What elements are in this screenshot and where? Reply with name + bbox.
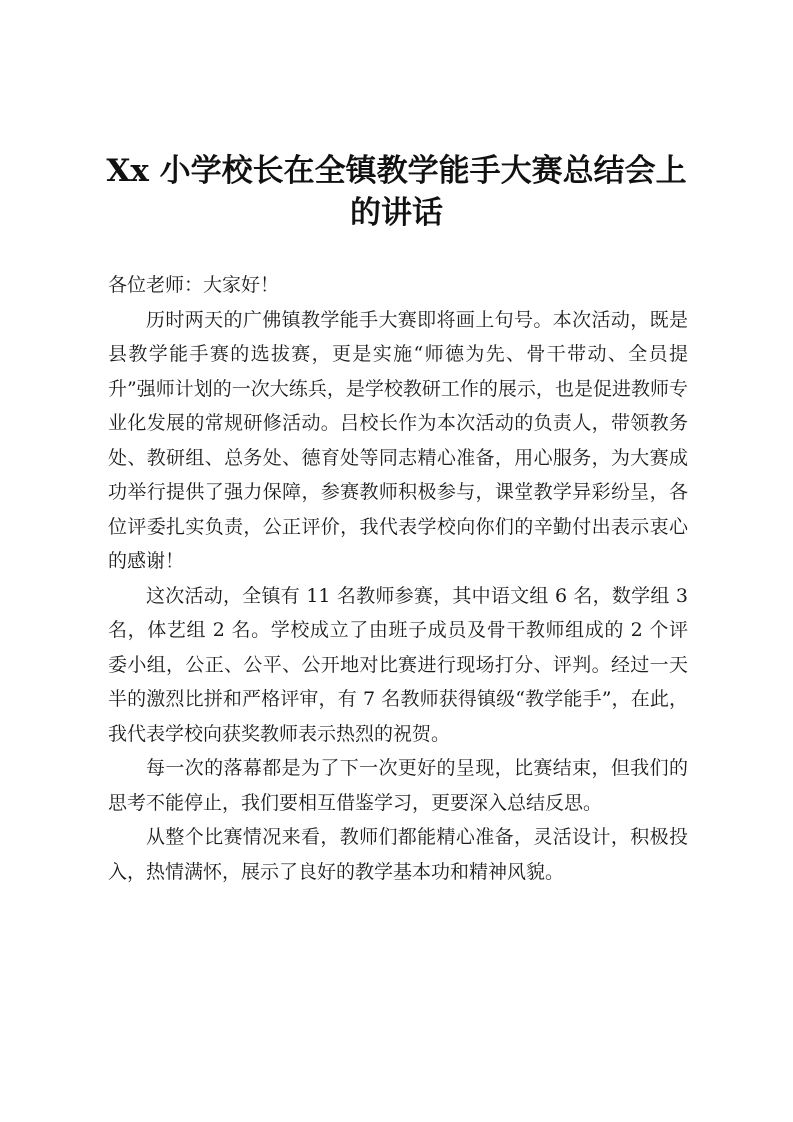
paragraph-2: 这次活动，全镇有 11 名教师参赛，其中语文组 6 名，数学组 3 名，体艺组 2 名。学校成立了由班子成员及骨干教师组成的 2 个评委小组，公正、公平、公开地对比赛进行现场打分、评判。经过一天半的激烈比拼和严格评审，有 7 名教师获得镇级“教学能手”，在此，我代表学校向获奖教师表示热烈的祝贺。: [108, 584, 688, 745]
paragraph-3: 每一次的落幕都是为了下一次更好的呈现，比赛结束，但我们的思考不能停止，我们要相互借鉴学习，更要深入总结反思。: [108, 757, 688, 814]
paragraph-1: 历时两天的广佛镇教学能手大赛即将画上句号。本次活动，既是县教学能手赛的选拔赛，更是实施“师德为先、骨干带动、全员提升”强师计划的一次大练兵，是学校教研工作的展示，也是促进教师专业化发展的常规研修活动。吕校长作为本次活动的负责人，带领教务处、教研组、总务处、德育处等同志精心准备，用心服务，为大赛成功举行提供了强力保障，参赛教师积极参与，课堂教学异彩纷呈，各位评委扎实负责，公正评价，我代表学校向你们的辛勤付出表示衷心的感谢！: [108, 308, 688, 572]
document-body: [108, 268, 688, 889]
salutation: 各位老师：大家好！: [108, 274, 280, 296]
document-title: Xx 小学校长在全镇教学能手大赛总结会上的讲话: [106, 153, 687, 231]
paragraph-4: 从整个比赛情况来看，教师们都能精心准备，灵活设计，积极投入，热情满怀，展示了良好的教学基本功和精神风貌。: [108, 826, 688, 883]
